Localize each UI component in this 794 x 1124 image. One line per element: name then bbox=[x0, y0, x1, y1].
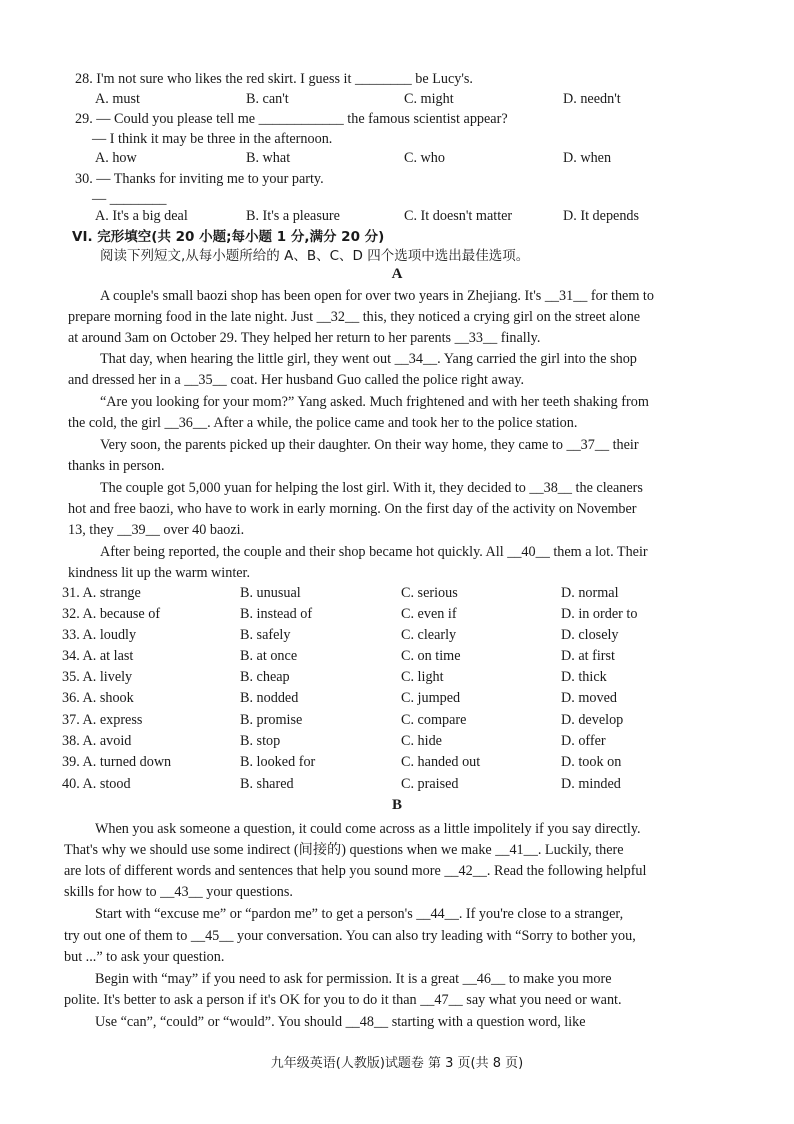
option-d: D. develop bbox=[561, 712, 624, 728]
option-d: D. took on bbox=[561, 754, 622, 770]
option-c: C. even if bbox=[401, 606, 457, 622]
option-b: B. safely bbox=[240, 627, 291, 643]
option-c: C. might bbox=[404, 91, 454, 107]
answer-row bbox=[0, 712, 794, 732]
passage-line: try out one of them to __45__ your conversation. You can also try leading with “Sorry to bother you, bbox=[64, 928, 636, 944]
option-a: A. It's a big deal bbox=[95, 208, 188, 224]
option-c: C. handed out bbox=[401, 754, 481, 770]
passage-line: That's why we should use some indirect (间接的) questions when we make __41__. Luckily, there bbox=[64, 842, 624, 858]
option-d: D. at first bbox=[561, 648, 615, 664]
option-d: D. offer bbox=[561, 733, 606, 749]
option-c: C. clearly bbox=[401, 627, 457, 643]
passage-line: After being reported, the couple and their shop became hot quickly. All __40__ them a lot. Their bbox=[100, 544, 648, 560]
answer-row bbox=[0, 733, 794, 753]
option-c: C. jumped bbox=[401, 690, 461, 706]
answer-row bbox=[0, 627, 794, 647]
option-d: D. when bbox=[563, 150, 612, 166]
passage-line: “Are you looking for your mom?” Yang asked. Much frightened and with her teeth shaking from bbox=[100, 394, 649, 410]
option-b: B. can't bbox=[246, 91, 289, 107]
option-d: D. normal bbox=[561, 585, 619, 601]
answer-row bbox=[0, 585, 794, 605]
option-c: C. hide bbox=[401, 733, 442, 749]
option-a: 36. A. shook bbox=[62, 690, 134, 706]
passage-line: kindness lit up the warm winter. bbox=[68, 565, 251, 581]
question-28: 28. I'm not sure who likes the red skirt. I guess it ________ be Lucy's. bbox=[75, 71, 473, 87]
option-b: B. unusual bbox=[240, 585, 301, 601]
option-b: B. what bbox=[246, 150, 291, 166]
passage-line: and dressed her in a __35__ coat. Her husband Guo called the police right away. bbox=[68, 372, 525, 388]
option-b: B. at once bbox=[240, 648, 298, 664]
option-c: C. on time bbox=[401, 648, 461, 664]
option-a: 40. A. stood bbox=[62, 776, 131, 792]
section-heading: VI. 完形填空(共 20 小题;每小题 1 分,满分 20 分) bbox=[72, 229, 385, 245]
option-d: D. in order to bbox=[561, 606, 638, 622]
passage-line: are lots of different words and sentences that help you sound more __42__. Read the following helpful bbox=[64, 863, 647, 879]
passage-line: prepare morning food in the late night. Just __32__ this, they noticed a crying girl on the street alone bbox=[68, 309, 641, 325]
option-d: D. It depends bbox=[563, 208, 640, 224]
option-b: B. promise bbox=[240, 712, 303, 728]
option-b: B. looked for bbox=[240, 754, 316, 770]
answer-row bbox=[0, 648, 794, 668]
answer-row bbox=[0, 669, 794, 689]
passage-b-label: B bbox=[391, 797, 402, 813]
passage-line: skills for how to __43__ your questions. bbox=[64, 884, 293, 900]
passage-line: When you ask someone a question, it could come across as a little impolitely if you say directly. bbox=[95, 821, 641, 837]
option-a: 32. A. because of bbox=[62, 606, 161, 622]
option-b: B. nodded bbox=[240, 690, 299, 706]
page-footer: 九年级英语(人教版)试题卷 第 3 页(共 8 页) bbox=[270, 1056, 524, 1071]
option-c: C. light bbox=[401, 669, 444, 685]
passage-line: Start with “excuse me” or “pardon me” to get a person's __44__. If you're close to a stranger, bbox=[95, 906, 624, 922]
question-29-reply: — I think it may be three in the afternoon. bbox=[92, 131, 333, 147]
option-d: D. needn't bbox=[563, 91, 621, 107]
passage-line: Begin with “may” if you need to ask for permission. It is a great __46__ to make you more bbox=[95, 971, 612, 987]
section-instruction: 阅读下列短文,从每小题所给的 A、B、C、D 四个选项中选出最佳选项。 bbox=[100, 248, 530, 264]
question-30-reply: — ________ bbox=[92, 191, 167, 207]
option-c: C. compare bbox=[401, 712, 467, 728]
option-a: 33. A. loudly bbox=[62, 627, 137, 643]
answer-row bbox=[0, 690, 794, 710]
option-c: C. serious bbox=[401, 585, 458, 601]
answer-row bbox=[0, 776, 794, 796]
option-d: D. closely bbox=[561, 627, 619, 643]
answer-row bbox=[0, 754, 794, 774]
passage-line: thanks in person. bbox=[68, 458, 165, 474]
option-d: D. minded bbox=[561, 776, 621, 792]
option-a: 35. A. lively bbox=[62, 669, 133, 685]
passage-line: A couple's small baozi shop has been open for over two years in Zhejiang. It's __31__ for them to bbox=[100, 288, 654, 304]
option-c: C. praised bbox=[401, 776, 459, 792]
question-30-options bbox=[0, 208, 794, 228]
passage-line: polite. It's better to ask a person if it's OK for you to do it than __47__ say what you need or want. bbox=[64, 992, 622, 1008]
answer-row bbox=[0, 606, 794, 626]
passage-line: 13, they __39__ over 40 baozi. bbox=[68, 522, 245, 538]
option-b: B. stop bbox=[240, 733, 281, 749]
option-a: A. must bbox=[95, 91, 140, 107]
passage-line: Use “can”, “could” or “would”. You should __48__ starting with a question word, like bbox=[95, 1014, 586, 1030]
passage-line: That day, when hearing the little girl, they went out __34__. Yang carried the girl into the shop bbox=[100, 351, 637, 367]
question-30: 30. — Thanks for inviting me to your party. bbox=[75, 171, 324, 187]
passage-line: at around 3am on October 29. They helped her return to her parents __33__ finally. bbox=[68, 330, 541, 346]
passage-line: hot and free baozi, who have to work in early morning. On the first day of the activity on November bbox=[68, 501, 637, 517]
passage-a-label: A bbox=[391, 266, 403, 282]
option-a: 39. A. turned down bbox=[62, 754, 172, 770]
question-28-options bbox=[0, 91, 794, 111]
option-d: D. thick bbox=[561, 669, 607, 685]
passage-line: Very soon, the parents picked up their daughter. On their way home, they came to __37__ their bbox=[100, 437, 639, 453]
option-a: 37. A. express bbox=[62, 712, 143, 728]
option-b: B. shared bbox=[240, 776, 294, 792]
option-c: C. who bbox=[404, 150, 445, 166]
option-b: B. instead of bbox=[240, 606, 313, 622]
option-a: 31. A. strange bbox=[62, 585, 141, 601]
option-a: 38. A. avoid bbox=[62, 733, 132, 749]
passage-line: the cold, the girl __36__. After a while, the police came and took her to the police station. bbox=[68, 415, 578, 431]
question-29-options bbox=[0, 150, 794, 170]
option-b: B. It's a pleasure bbox=[246, 208, 340, 224]
passage-line: The couple got 5,000 yuan for helping the lost girl. With it, they decided to __38__ the cleaners bbox=[100, 480, 643, 496]
option-b: B. cheap bbox=[240, 669, 290, 685]
question-29: 29. — Could you please tell me ____________ the famous scientist appear? bbox=[75, 111, 508, 127]
option-a: 34. A. at last bbox=[62, 648, 134, 664]
passage-line: but ...” to ask your question. bbox=[64, 949, 225, 965]
option-c: C. It doesn't matter bbox=[404, 208, 513, 224]
option-a: A. how bbox=[95, 150, 137, 166]
option-d: D. moved bbox=[561, 690, 617, 706]
